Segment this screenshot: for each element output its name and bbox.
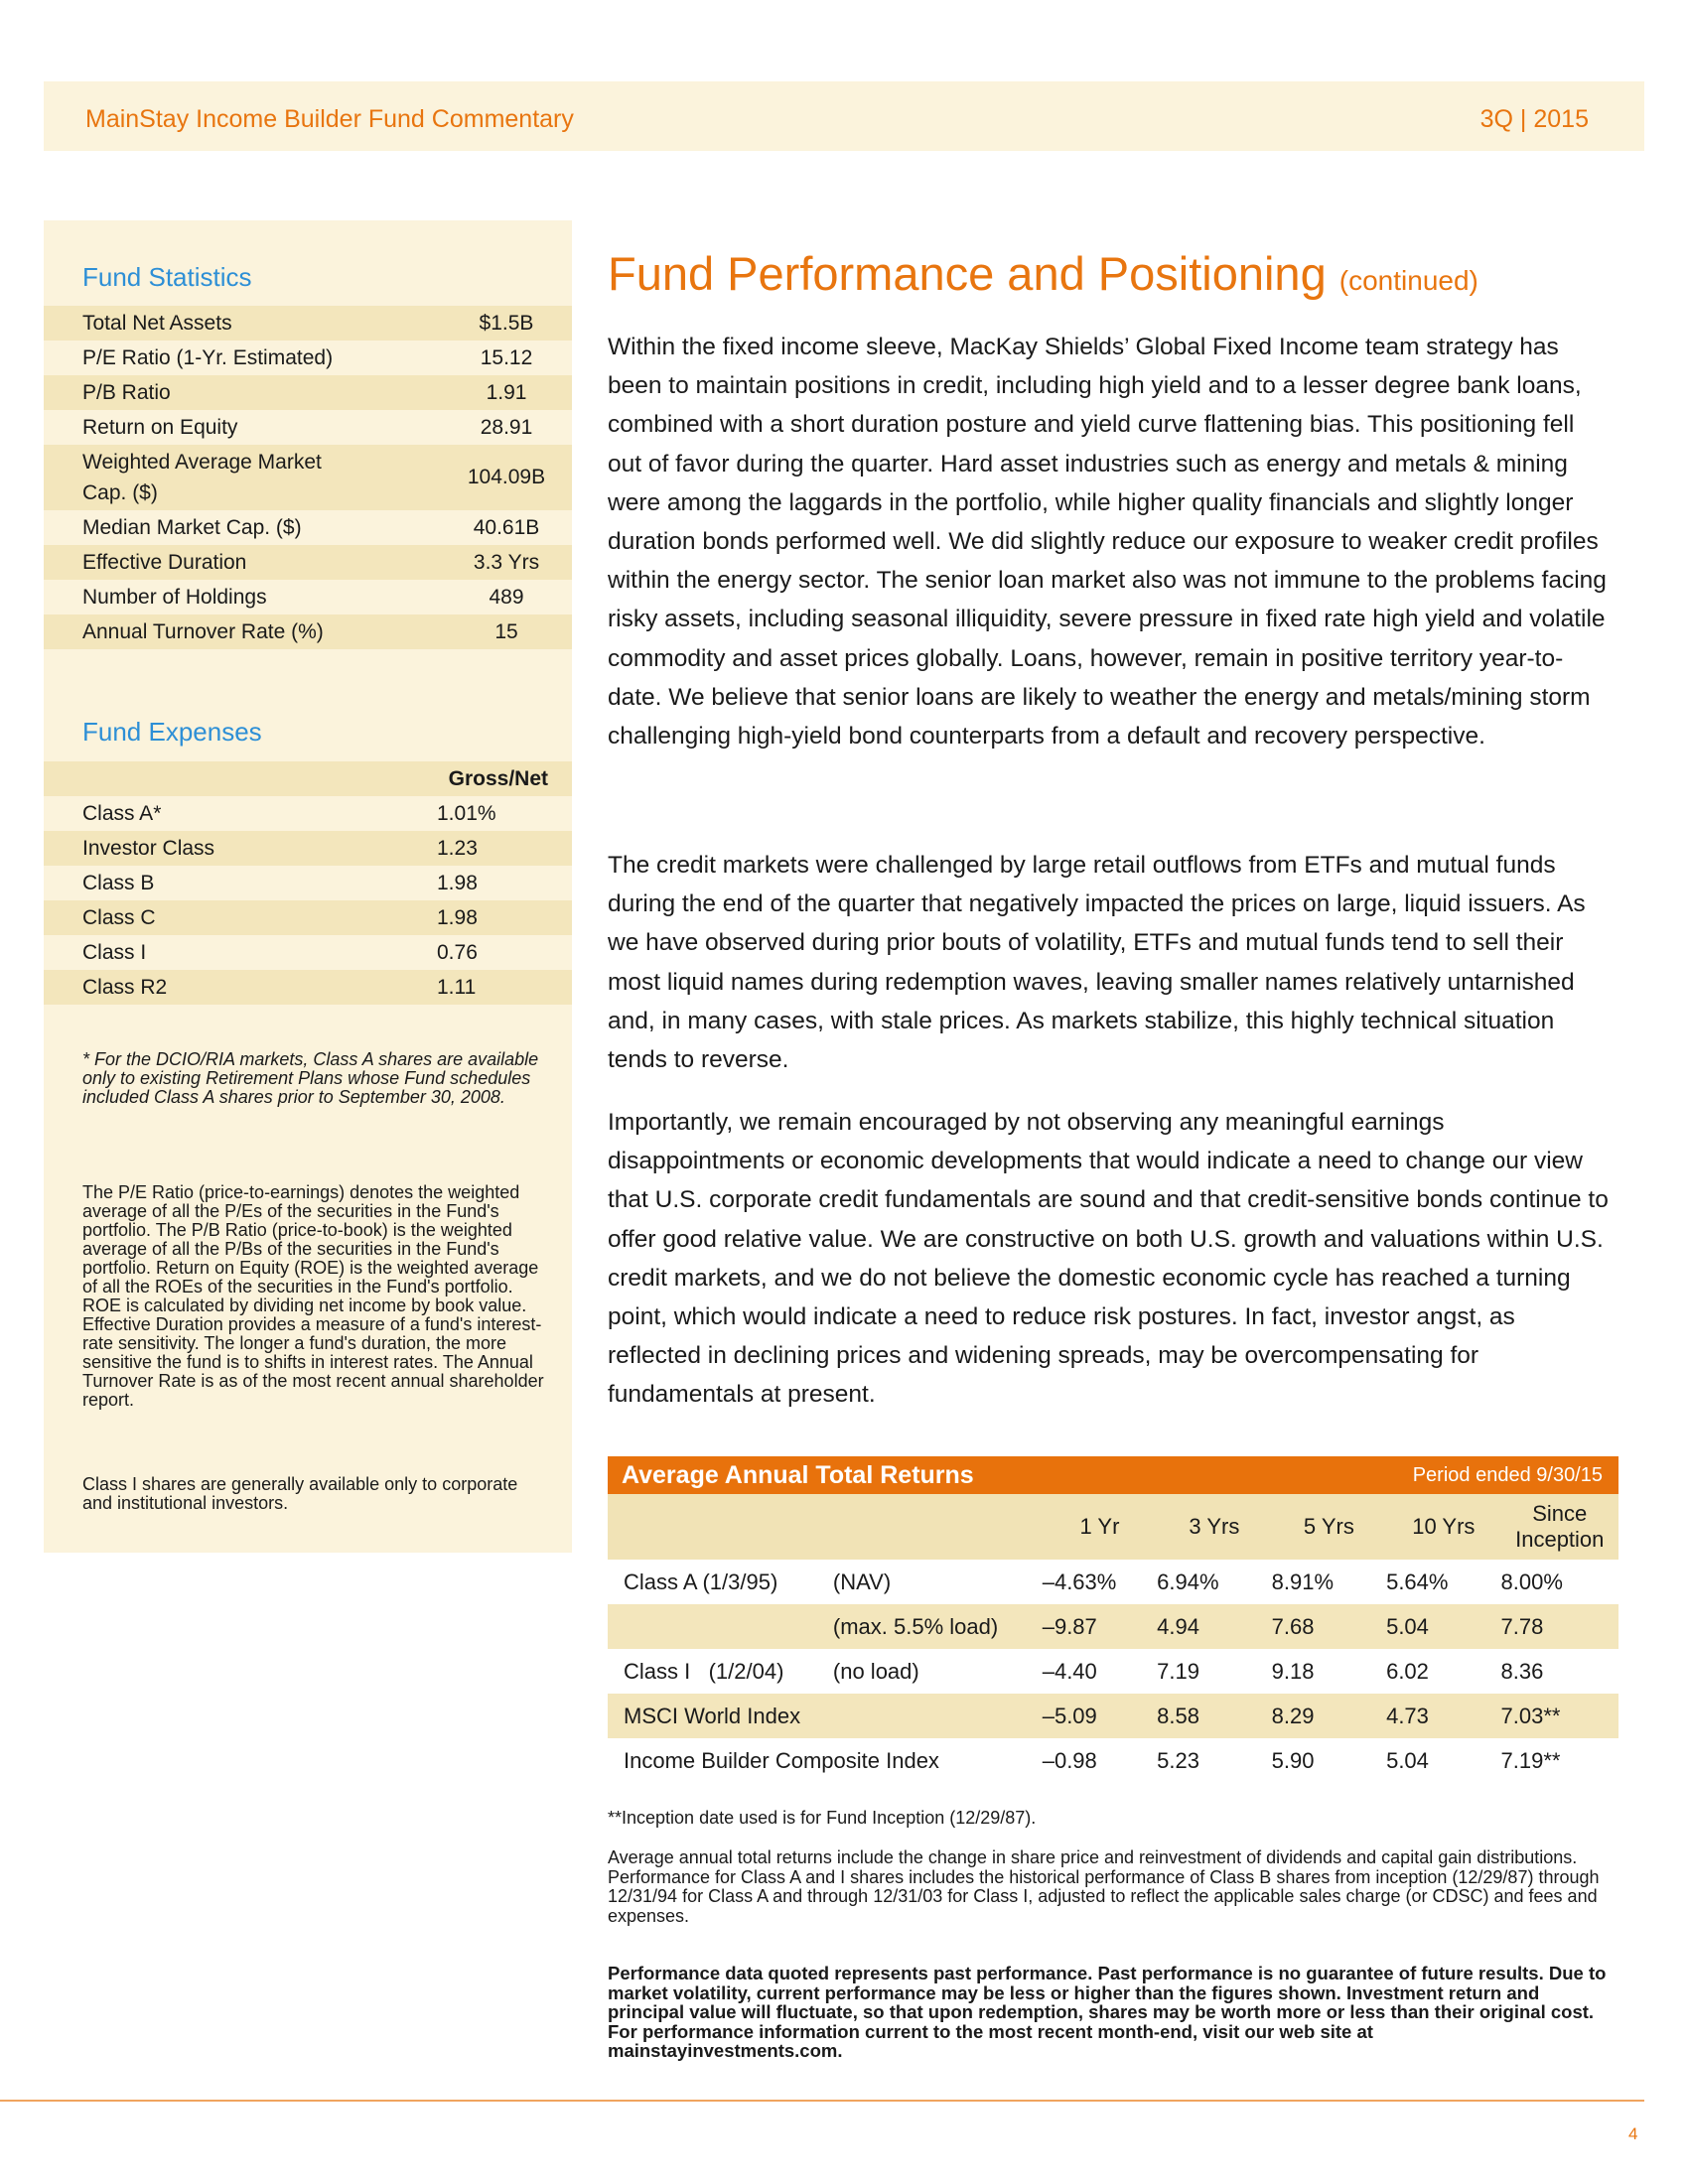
returns-table	[608, 1456, 1618, 1783]
returns-cell: 6.02	[1386, 1658, 1429, 1684]
returns-cell: –5.09	[1043, 1694, 1157, 1738]
expense-row	[44, 900, 572, 935]
stat-value: 3.3 Yrs	[441, 545, 572, 580]
returns-cell: 6.94%	[1157, 1569, 1219, 1594]
fund-expenses-table	[44, 761, 572, 1005]
stat-value: 104.09B	[441, 445, 572, 510]
fund-statistics-heading: Fund Statistics	[82, 262, 252, 292]
returns-row	[608, 1738, 1618, 1783]
returns-period: Period ended 9/30/15	[1272, 1456, 1618, 1494]
returns-cell: –0.98	[1042, 1747, 1097, 1773]
returns-cell: –9.87	[1043, 1604, 1157, 1649]
stat-row	[44, 445, 572, 510]
expense-row	[44, 796, 572, 831]
returns-row-sub: (no load)	[832, 1658, 919, 1684]
body-paragraph: Within the fixed income sleeve, MacKay Shields’ Global Fixed Income team strategy has been to maintain positions in credit, including high yield and to a lesser degree bank loans, combined with a short duration posture and yield curve flattening bias. This positioning fell out of favor during the quarter. Hard asset industries such as energy and metals & mining were among the laggards in the portfolio, while higher quality financials and slightly longer duration bonds performed well. We did slightly reduce our exposure to weaker credit profiles within the energy sector. The senior loan market also was not immune to the problems facing risky assets, including seasonal illiquidity, severe pressure in fixed rate high yield and volatile commodity and asset prices globally. Loans, however, remain in positive territory year-to-date. We believe that senior loans are likely to weather the energy and metals/mining storm challenging high-yield bond counterparts from a default and recovery perspective.	[608, 334, 1607, 751]
expense-label: Class C	[44, 900, 429, 935]
returns-header-row	[608, 1494, 1618, 1560]
returns-cell: 7.78	[1501, 1604, 1618, 1649]
document-title: MainStay Income Builder Fund Commentary	[85, 105, 574, 133]
expense-row	[44, 970, 572, 1005]
stat-value: 15	[441, 614, 572, 649]
sidebar	[44, 220, 572, 1553]
returns-row	[608, 1694, 1618, 1738]
stat-label: P/E Ratio (1-Yr. Estimated)	[82, 345, 334, 369]
page-number: 4	[1628, 2124, 1638, 2143]
body-paragraph: Importantly, we remain encouraged by not observing any meaningful earnings disappointments or economic developments that would indicate a need to change our view that U.S. corporate credit fundamentals are sound and that credit-sensitive bonds continue to offer good relative value. We are constructive on both U.S. growth and valuations within U.S. credit markets, and we do not believe the domestic economic cycle has reached a turning point, which would indicate a need to reduce risk postures. In fact, investor angst, as reflected in declining prices and widening spreads, may be overcompensating for fundamentals at present.	[608, 1109, 1609, 1409]
returns-cell: 8.91%	[1271, 1569, 1335, 1594]
returns-row-sub: (max. 5.5% load)	[833, 1604, 1043, 1649]
returns-cell: 5.64%	[1386, 1569, 1449, 1594]
page-title-suffix: (continued)	[1338, 265, 1478, 296]
returns-cell: –4.63%	[1042, 1569, 1117, 1594]
page-title	[608, 246, 1478, 301]
stat-value: 1.91	[441, 375, 572, 410]
inception-footnote: **Inception date used is for Fund Inception (12/29/87).	[608, 1808, 1037, 1828]
returns-cell: 8.00%	[1500, 1569, 1563, 1594]
expense-label: Class R2	[44, 970, 429, 1005]
returns-row-name: MSCI World Index	[608, 1694, 1043, 1738]
expense-row	[44, 866, 572, 900]
expense-label: Class B	[82, 871, 155, 894]
fund-statistics-table	[44, 306, 572, 649]
expense-value: 1.11	[429, 970, 572, 1005]
returns-row-name: Income Builder Composite Index	[624, 1747, 939, 1773]
returns-cell: 8.29	[1272, 1694, 1386, 1738]
expense-value: 1.01%	[437, 801, 496, 825]
fund-expenses-heading: Fund Expenses	[82, 717, 262, 747]
returns-row-name: Class A (1/3/95)	[624, 1569, 778, 1594]
stat-row	[44, 510, 572, 545]
returns-title-row	[608, 1456, 1618, 1494]
stat-label: Total Net Assets	[44, 306, 441, 341]
expense-value: 0.76	[437, 940, 478, 964]
returns-column-header: 5 Yrs	[1272, 1494, 1386, 1560]
expense-value: 1.98	[437, 871, 478, 894]
stat-value: 28.91	[480, 415, 533, 439]
stat-value: 40.61B	[473, 515, 540, 539]
stat-row	[44, 580, 572, 614]
returns-row-name	[608, 1604, 833, 1649]
expense-label: Class A*	[82, 801, 162, 825]
expense-value: 1.23	[429, 831, 572, 866]
returns-cell: 5.23	[1157, 1747, 1199, 1773]
stat-label: Median Market Cap. ($)	[82, 515, 302, 539]
expense-row	[44, 831, 572, 866]
performance-disclaimer: Performance data quoted represents past performance. Past performance is no guarantee of future results. Due to market volatility, current performance may be less or higher than the figures shown. Investment return and principal value will fluctuate, so that upon redemption, shares may be worth more or less than their original cost. For performance information current to the most recent month-end, visit our web site at mainstayinvestments.com.	[608, 1963, 1607, 2061]
page-title-text: Fund Performance and Positioning	[608, 247, 1327, 300]
returns-cell: 4.94	[1157, 1604, 1271, 1649]
returns-row-sub: (NAV)	[832, 1569, 892, 1594]
stat-row	[44, 306, 572, 341]
stat-label: Effective Duration	[44, 545, 441, 580]
stat-row	[44, 375, 572, 410]
returns-column-header: 3 Yrs	[1157, 1494, 1271, 1560]
returns-cell: 7.19	[1157, 1658, 1199, 1684]
methodology-footnote: Average annual total returns include the change in share price and reinvestment of dividends and capital gain distributions. Performance for Class A and I shares includes the historical performance of Class B shares from inception (12/29/87) through 12/31/94 for Class A and through 12/31/03 for Class I, adjusted to reflect the applicable sales charge (or CDSC) and fees and expenses.	[608, 1847, 1600, 1926]
stat-row	[44, 545, 572, 580]
returns-cell: 4.73	[1386, 1694, 1500, 1738]
returns-cell: 7.03**	[1501, 1694, 1618, 1738]
returns-row	[608, 1649, 1618, 1694]
returns-title: Average Annual Total Returns	[608, 1456, 1272, 1494]
stat-row	[44, 614, 572, 649]
header-bar	[44, 81, 1644, 151]
stat-label: Return on Equity	[82, 415, 238, 439]
expense-row	[44, 935, 572, 970]
stat-label: Number of Holdings	[82, 585, 267, 609]
returns-row-name: Class I (1/2/04)	[624, 1658, 784, 1684]
returns-column-header: 10 Yrs	[1386, 1494, 1500, 1560]
stat-value: 15.12	[480, 345, 533, 369]
returns-cell: –4.40	[1042, 1658, 1097, 1684]
stat-row	[44, 410, 572, 445]
stat-label: Weighted Average Market Cap. ($)	[44, 445, 441, 510]
returns-column-header: Since Inception	[1501, 1494, 1618, 1560]
returns-cell: 8.58	[1157, 1694, 1271, 1738]
class-a-note: * For the DCIO/RIA markets, Class A shares are available only to existing Retirement Plans whose Fund schedules included Class A shares prior to September 30, 2008.	[82, 1049, 539, 1107]
stat-label: Annual Turnover Rate (%)	[44, 614, 441, 649]
document-period: 3Q | 2015	[1479, 105, 1589, 133]
body-paragraph: The credit markets were challenged by large retail outflows from ETFs and mutual funds during the end of the quarter that negatively impacted the prices on large, liquid issuers. As we have observed during prior bouts of volatility, ETFs and mutual funds tend to sell their most liquid names during redemption waves, leaving smaller names relatively untarnished and, in many cases, with stale prices. As markets stabilize, this highly technical situation tends to reverse.	[608, 852, 1586, 1074]
returns-cell: 5.04	[1386, 1747, 1429, 1773]
stat-value: 489	[489, 585, 524, 609]
expense-label: Investor Class	[44, 831, 429, 866]
expense-label: Class I	[82, 940, 147, 964]
returns-cell: 8.36	[1500, 1658, 1544, 1684]
stat-row	[44, 341, 572, 375]
returns-row	[608, 1560, 1618, 1604]
returns-column-header: 1 Yr	[1043, 1494, 1157, 1560]
stat-value: $1.5B	[441, 306, 572, 341]
expenses-column-header: Gross/Net	[429, 761, 572, 796]
stat-label: P/B Ratio	[44, 375, 441, 410]
returns-row	[608, 1604, 1618, 1649]
returns-cell: 9.18	[1271, 1658, 1315, 1684]
class-i-note: Class I shares are generally available only to corporate and institutional investors.	[82, 1474, 518, 1513]
returns-cell: 5.90	[1271, 1747, 1315, 1773]
expense-value: 1.98	[429, 900, 572, 935]
definitions-note: The P/E Ratio (price-to-earnings) denotes the weighted average of all the P/Es of the securities in the Fund's portfolio. The P/B Ratio (price-to-book) is the weighted average of all the P/Bs of the securities in the Fund's portfolio. Return on Equity (ROE) is the weighted average of all the ROEs of the securities in the Fund's portfolio. ROE is calculated by dividing net income by book value. Effective Duration provides a measure of a fund's interest-rate sensitivity. The longer a fund's duration, the more sensitive the fund is to shifts in interest rates. The Annual Turnover Rate is as of the most recent annual shareholder report.	[82, 1182, 544, 1410]
expenses-header-row	[44, 761, 572, 796]
returns-cell: 7.68	[1272, 1604, 1386, 1649]
returns-cell: 5.04	[1386, 1604, 1500, 1649]
footer-divider	[0, 2100, 1644, 2102]
returns-cell: 7.19**	[1500, 1747, 1561, 1773]
